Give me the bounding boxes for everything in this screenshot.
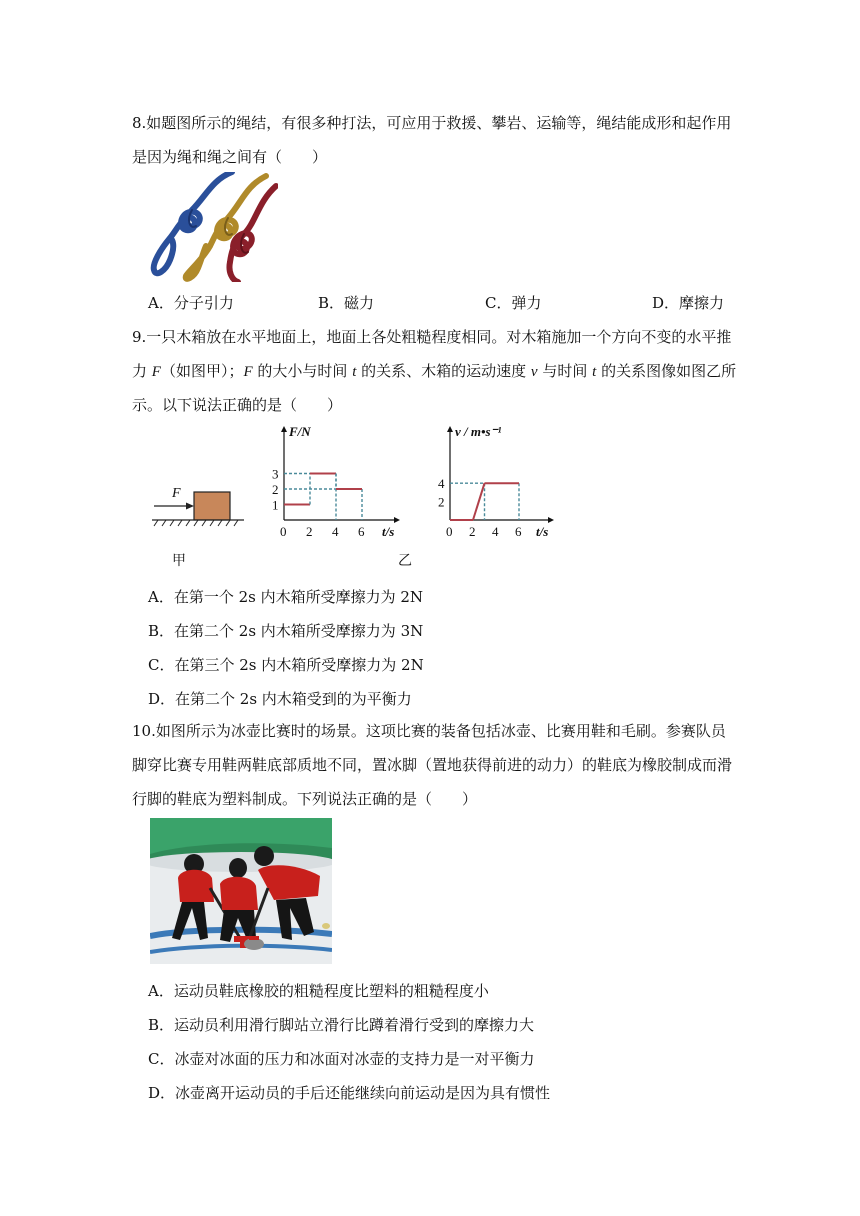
- q8-stem-line-1: 8.如题图所示的绳结，有很多种打法，可应用于救援、攀岩、运输等，绳结能成形和起作用: [132, 114, 732, 132]
- force-graph-x-arrow: [394, 517, 400, 523]
- force-label: F: [172, 486, 181, 501]
- velocity-graph-x-arrow: [548, 517, 554, 523]
- q8-option-b[interactable]: B．磁力: [318, 294, 375, 312]
- q10-option-d[interactable]: D．冰壶离开运动员的手后还能继续向前运动是因为具有惯性: [148, 1084, 551, 1102]
- q9-option-b[interactable]: B．在第二个 2s 内木箱所受摩擦力为 3N: [148, 622, 424, 640]
- force-time-graph: [266, 424, 416, 544]
- force-graph-x-tick-1: 2: [306, 524, 313, 539]
- q10-stem-line-1: 10.如图所示为冰壶比赛时的场景。这项比赛的装备包括冰壶、比赛用鞋和毛刷。参赛队员: [132, 722, 726, 740]
- velocity-graph-y-tick-1: 2: [438, 494, 445, 510]
- velocity-graph-x-tick-2: 4: [492, 524, 499, 539]
- q10-option-b[interactable]: B．运动员利用滑行脚站立滑行比蹲着滑行受到的摩擦力大: [148, 1016, 535, 1034]
- q8-option-d[interactable]: D．摩擦力: [652, 294, 725, 312]
- q9-stem-line-3: 示。以下说法正确的是（ ）: [132, 396, 343, 414]
- force-graph-y-arrow: [281, 426, 287, 432]
- q10-option-a[interactable]: A．运动员鞋底橡胶的粗糙程度比塑料的粗糙程度小: [148, 982, 489, 1000]
- q9-option-d[interactable]: D．在第二个 2s 内木箱受到的为平衡力: [148, 690, 412, 708]
- velocity-graph-y-tick-0: 4: [438, 476, 445, 492]
- force-graph-x-tick-2: 4: [332, 524, 339, 539]
- rope-knots-image: [148, 172, 278, 282]
- force-graph-y-tick-1: 2: [272, 482, 279, 497]
- velocity-time-graph: [432, 424, 572, 544]
- q9-stem-line-2: 力 F（如图甲）；F 的大小与时间 t 的关系、木箱的运动速度 v 与时间 t 的关系图像如图乙所: [132, 362, 737, 380]
- force-graph-x-tick-0: 0: [280, 524, 287, 539]
- velocity-graph-x-tick-1: 2: [469, 524, 476, 539]
- force-graph-y-tick-2: 1: [272, 497, 279, 513]
- q9-option-c[interactable]: C．在第三个 2s 内木箱所受摩擦力为 2N: [148, 656, 424, 674]
- q9-option-a[interactable]: A．在第一个 2s 内木箱所受摩擦力为 2N: [148, 588, 424, 606]
- figure-label-jia: 甲: [172, 553, 186, 569]
- velocity-graph-x-tick-0: 0: [446, 524, 453, 539]
- q10-stem-line-2: 脚穿比赛专用鞋两鞋底部质地不同，置冰脚（置地获得前进的动力）的鞋底为橡胶制成而滑: [132, 756, 733, 774]
- q8-option-a[interactable]: A．分子引力: [148, 294, 234, 312]
- force-graph-y-tick-0: 3: [272, 466, 279, 482]
- figure-label-yi: 乙: [398, 553, 412, 569]
- velocity-graph-x-tick-3: 6: [515, 524, 522, 539]
- velocity-graph-data-segment-1: [473, 483, 485, 520]
- velocity-graph-y-label: v / m•s⁻¹: [455, 424, 502, 439]
- velocity-graph-y-arrow: [447, 426, 453, 432]
- force-graph-x-tick-3: 6: [358, 524, 365, 539]
- q9-stem-line-1: 9.一只木箱放在水平地面上，地面上各处粗糙程度相同。对木箱施加一个方向不变的水平推: [132, 328, 732, 346]
- q10-option-c[interactable]: C．冰壶对冰面的压力和冰面对冰壶的支持力是一对平衡力: [148, 1050, 535, 1068]
- q8-option-c[interactable]: C．弹力: [485, 294, 542, 312]
- force-graph-x-label: t/s: [382, 524, 395, 539]
- q10-stem-line-3: 行脚的鞋底为塑料制成。下列说法正确的是（ ）: [132, 790, 478, 808]
- velocity-graph-x-label: t/s: [536, 524, 549, 539]
- box-diagram: [150, 486, 250, 526]
- q8-stem-line-2: 是因为绳和绳之间有（ ）: [132, 148, 328, 166]
- curling-photo: [150, 818, 332, 964]
- force-graph-y-label: F/N: [289, 424, 311, 439]
